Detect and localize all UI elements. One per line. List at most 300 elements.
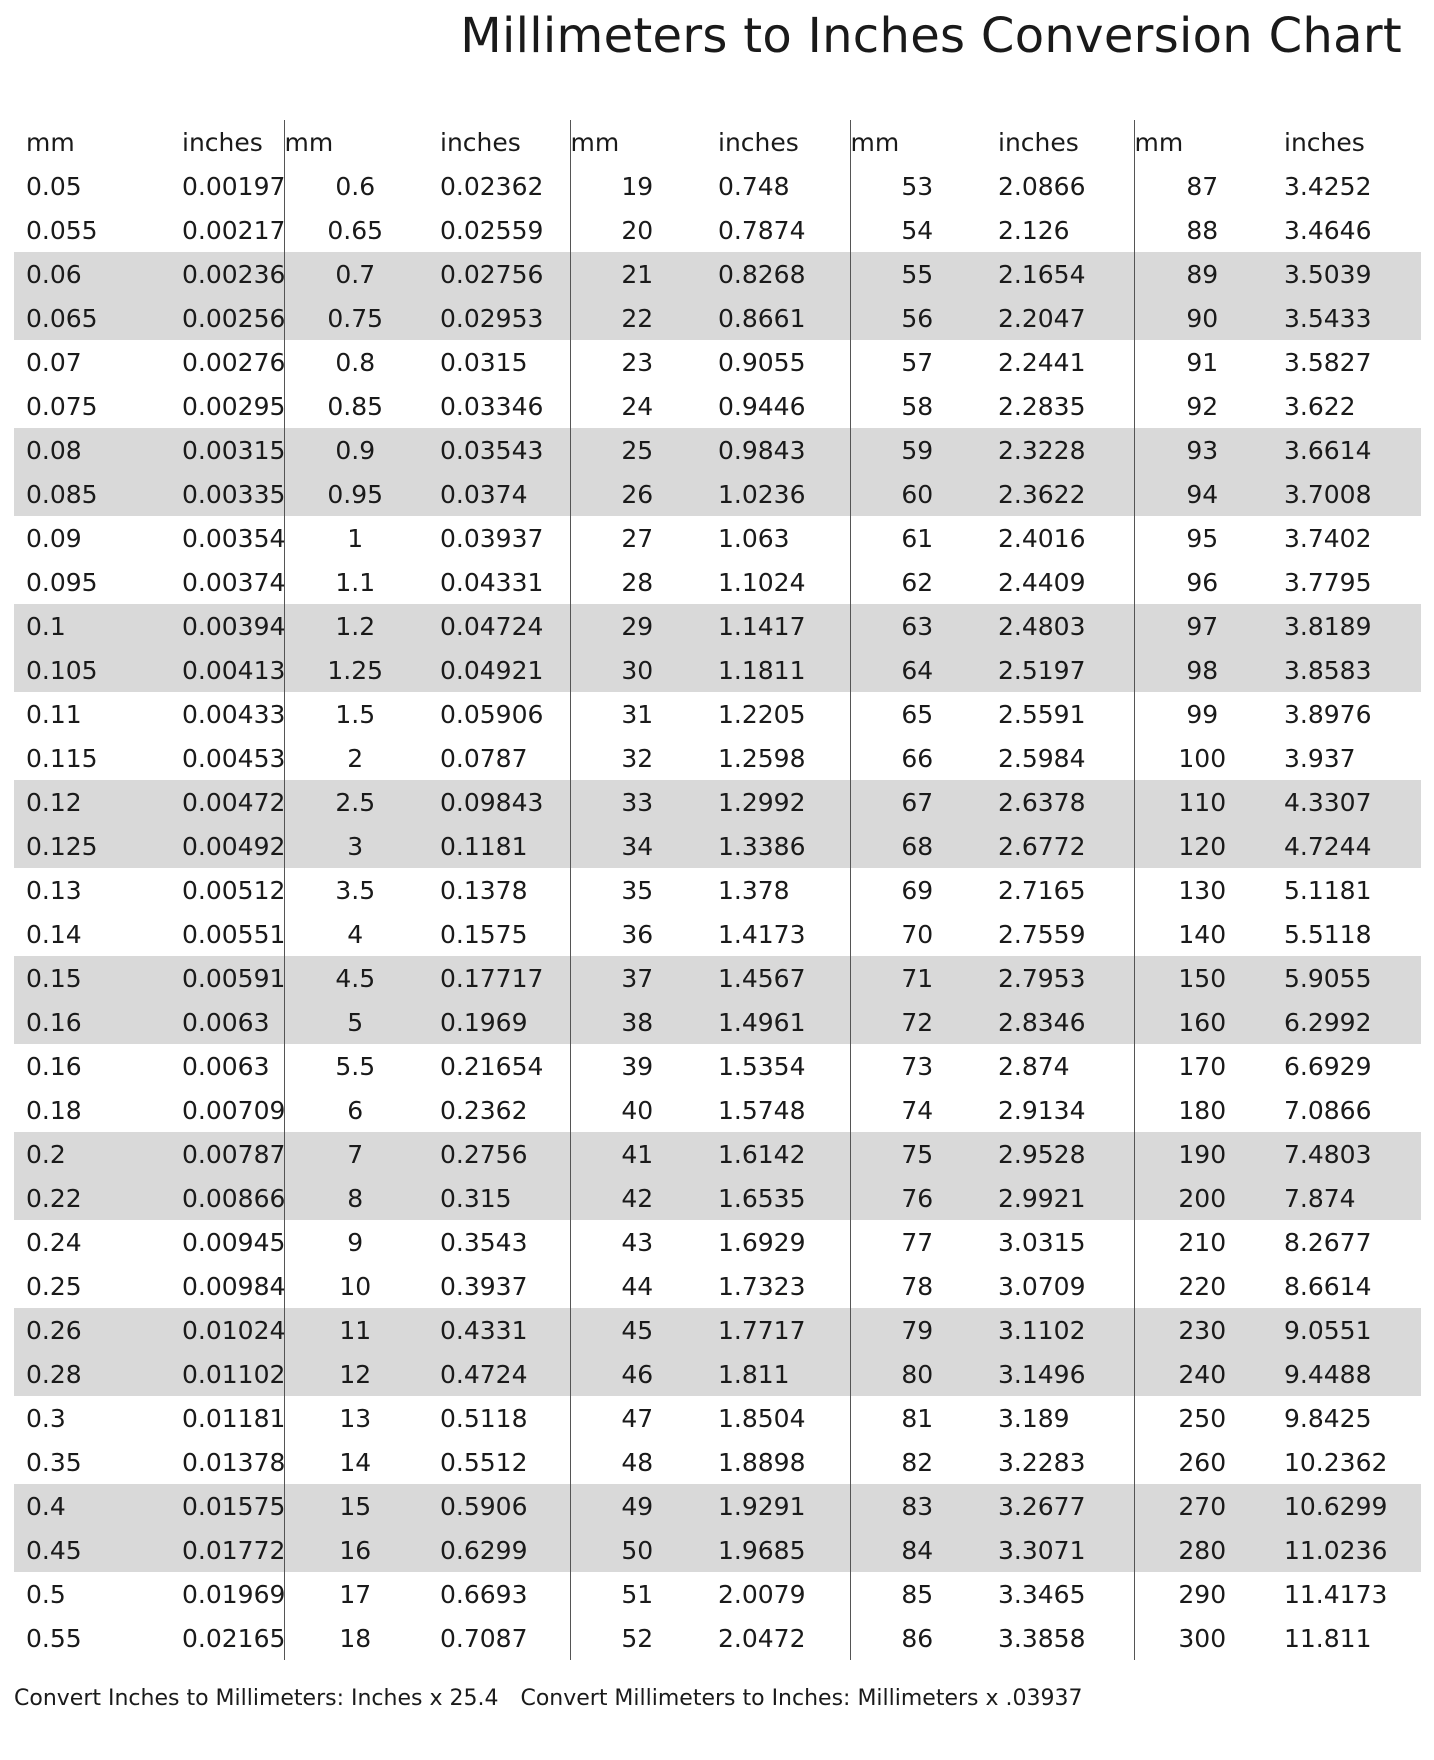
- inches-value-cell: 0.01378: [148, 1440, 284, 1484]
- inches-value-cell: 1.6142: [704, 1132, 850, 1176]
- mm-value-cell: 1.5: [335, 699, 376, 729]
- mm-value-cell: 75: [850, 1132, 984, 1176]
- inches-value-cell: 0.09843: [426, 780, 570, 824]
- inches-value-cell: 1.4567: [704, 956, 850, 1000]
- inches-value-cell: 7.874: [1270, 1176, 1421, 1220]
- column-header-mm: mm: [1134, 127, 1184, 157]
- inches-value-cell: 11.4173: [1284, 1579, 1388, 1609]
- inches-value-cell: 8.2677: [1284, 1227, 1372, 1257]
- inches-value-cell: 2.874: [984, 1044, 1134, 1088]
- mm-value-cell: 42: [570, 1176, 704, 1220]
- mm-value-cell: 73: [901, 1051, 934, 1081]
- mm-value-cell: 0.06: [14, 252, 148, 296]
- mm-value-cell: 83: [850, 1484, 984, 1528]
- column-header-inches: inches: [426, 120, 570, 164]
- mm-value-cell: 1.25: [284, 648, 426, 692]
- inches-value-cell: 0.02756: [426, 252, 570, 296]
- mm-value-cell: 11: [284, 1308, 426, 1352]
- inches-value-cell: 0.4331: [426, 1308, 570, 1352]
- inches-value-cell: 0.00453: [148, 736, 284, 780]
- inches-value-cell: 0.00295: [148, 384, 284, 428]
- mm-value-cell: 62: [901, 567, 934, 597]
- inches-value-cell: 2.6772: [984, 824, 1134, 868]
- inches-value-cell: 1.1417: [704, 604, 850, 648]
- inches-value-cell: 3.1102: [984, 1308, 1134, 1352]
- table-row: [14, 296, 1421, 340]
- inches-value-cell: 2.9921: [984, 1176, 1134, 1220]
- mm-value-cell: 54: [901, 215, 934, 245]
- inches-value-cell: 0.00551: [148, 912, 284, 956]
- inches-value-cell: 3.5827: [1284, 347, 1372, 377]
- inches-value-cell: 5.9055: [1270, 956, 1421, 1000]
- table-row: [14, 252, 1421, 296]
- mm-value-cell: 29: [570, 604, 704, 648]
- mm-value-cell: 0.95: [284, 472, 426, 516]
- mm-value-cell: 1.2: [284, 604, 426, 648]
- inches-value-cell: 3.4646: [1284, 215, 1372, 245]
- mm-value-cell: 60: [850, 472, 984, 516]
- mm-value-cell: 0.3: [26, 1403, 66, 1433]
- inches-value-cell: 2.3228: [984, 428, 1134, 472]
- inches-value-cell: 0.00512: [148, 868, 284, 912]
- mm-value-cell: 51: [621, 1579, 654, 1609]
- mm-value-cell: 280: [1134, 1528, 1270, 1572]
- inches-value-cell: 0.00394: [148, 604, 284, 648]
- column-header-mm: mm: [570, 127, 620, 157]
- table-row: [14, 1484, 1421, 1528]
- mm-value-cell: 2: [347, 743, 364, 773]
- inches-value-cell: 1.2205: [704, 692, 850, 736]
- inches-value-cell: 0.00256: [148, 296, 284, 340]
- table-row: [14, 1000, 1421, 1044]
- mm-value-cell: 0.4: [14, 1484, 148, 1528]
- inches-value-cell: 0.9055: [704, 340, 850, 384]
- inches-value-cell: 0.5512: [426, 1440, 570, 1484]
- mm-value-cell: 230: [1134, 1308, 1270, 1352]
- mm-value-cell: 1: [347, 523, 364, 553]
- mm-value-cell: 0.28: [14, 1352, 148, 1396]
- inches-value-cell: 0.0374: [426, 472, 570, 516]
- inches-value-cell: 0.01181: [148, 1396, 284, 1440]
- table-row: [14, 1088, 1421, 1132]
- inches-value-cell: 0.02559: [426, 208, 570, 252]
- mm-value-cell: 5.5: [335, 1051, 376, 1081]
- inches-value-cell: 3.2677: [984, 1484, 1134, 1528]
- table-row: [14, 1440, 1421, 1484]
- inches-value-cell: 0.03346: [426, 384, 570, 428]
- inches-value-cell: 2.5591: [984, 692, 1134, 736]
- mm-value-cell: 32: [621, 743, 654, 773]
- mm-value-cell: 48: [621, 1447, 654, 1477]
- inches-value-cell: 2.9528: [984, 1132, 1134, 1176]
- mm-value-cell: 290: [1178, 1579, 1227, 1609]
- inches-value-cell: 4.3307: [1270, 780, 1421, 824]
- inches-value-cell: 3.3071: [984, 1528, 1134, 1572]
- mm-value-cell: 1.1: [335, 567, 376, 597]
- inches-value-cell: 0.21654: [426, 1044, 570, 1088]
- mm-value-cell: 20: [621, 215, 654, 245]
- mm-value-cell: 31: [621, 699, 654, 729]
- inches-value-cell: 3.4252: [1284, 171, 1372, 201]
- inches-value-cell: 0.0315: [426, 340, 570, 384]
- mm-value-cell: 0.6: [335, 171, 376, 201]
- mm-value-cell: 0.085: [14, 472, 148, 516]
- mm-value-cell: 22: [570, 296, 704, 340]
- inches-value-cell: 0.03937: [426, 516, 570, 560]
- table-row: [14, 1044, 1421, 1088]
- inches-value-cell: 0.00433: [148, 692, 284, 736]
- inches-value-cell: 10.6299: [1270, 1484, 1421, 1528]
- mm-value-cell: 0.14: [26, 919, 82, 949]
- inches-value-cell: 2.6378: [984, 780, 1134, 824]
- mm-value-cell: 98: [1134, 648, 1270, 692]
- mm-value-cell: 58: [901, 391, 934, 421]
- table-body: [14, 164, 1421, 1660]
- inches-value-cell: 9.0551: [1270, 1308, 1421, 1352]
- mm-value-cell: 0.115: [26, 743, 98, 773]
- inches-value-cell: 0.00236: [148, 252, 284, 296]
- mm-value-cell: 79: [850, 1308, 984, 1352]
- inches-value-cell: 2.7559: [984, 912, 1134, 956]
- mm-value-cell: 3: [284, 824, 426, 868]
- mm-value-cell: 250: [1178, 1403, 1227, 1433]
- mm-value-cell: 59: [850, 428, 984, 472]
- mm-value-cell: 0.05: [26, 171, 82, 201]
- inches-value-cell: 0.6693: [426, 1572, 570, 1616]
- inches-value-cell: 0.00492: [148, 824, 284, 868]
- mm-value-cell: 49: [570, 1484, 704, 1528]
- mm-value-cell: 0.075: [26, 391, 98, 421]
- mm-value-cell: 0.055: [26, 215, 98, 245]
- mm-value-cell: 190: [1134, 1132, 1270, 1176]
- mm-value-cell: 27: [621, 523, 654, 553]
- mm-value-cell: 56: [850, 296, 984, 340]
- mm-value-cell: 41: [570, 1132, 704, 1176]
- inches-value-cell: 2.3622: [984, 472, 1134, 516]
- mm-value-cell: 24: [621, 391, 654, 421]
- mm-value-cell: 23: [621, 347, 654, 377]
- column-header-mm: mm: [284, 127, 334, 157]
- inches-value-cell: 1.9685: [704, 1528, 850, 1572]
- inches-value-cell: 0.00945: [148, 1220, 284, 1264]
- table-row: [14, 1132, 1421, 1176]
- mm-value-cell: 26: [570, 472, 704, 516]
- table-row: [14, 648, 1421, 692]
- mm-value-cell: 0.125: [14, 824, 148, 868]
- mm-value-cell: 0.8: [335, 347, 376, 377]
- mm-value-cell: 64: [850, 648, 984, 692]
- mm-value-cell: 16: [284, 1528, 426, 1572]
- inches-value-cell: 8.6614: [1284, 1271, 1372, 1301]
- inches-value-cell: 5.5118: [1284, 919, 1372, 949]
- mm-value-cell: 220: [1178, 1271, 1227, 1301]
- inches-value-cell: 2.7165: [984, 868, 1134, 912]
- inches-value-cell: 3.3465: [984, 1572, 1134, 1616]
- mm-value-cell: 97: [1134, 604, 1270, 648]
- inches-value-cell: 0.00866: [148, 1176, 284, 1220]
- mm-value-cell: 0.095: [26, 567, 98, 597]
- table-row: [14, 868, 1421, 912]
- mm-value-cell: 13: [339, 1403, 372, 1433]
- inches-value-cell: 3.5433: [1270, 296, 1421, 340]
- inches-value-cell: 0.2756: [426, 1132, 570, 1176]
- table-row: [14, 384, 1421, 428]
- mm-value-cell: 100: [1178, 743, 1227, 773]
- inches-value-cell: 2.5197: [984, 648, 1134, 692]
- inches-value-cell: 1.5748: [704, 1088, 850, 1132]
- mm-value-cell: 300: [1178, 1623, 1227, 1653]
- conversion-table-container: [14, 120, 1421, 1660]
- inches-value-cell: 0.02362: [426, 164, 570, 208]
- mm-value-cell: 4: [347, 919, 364, 949]
- column-header-mm: mm: [850, 127, 900, 157]
- mm-value-cell: 12: [284, 1352, 426, 1396]
- inches-value-cell: 1.6929: [704, 1220, 850, 1264]
- header-row: [14, 120, 1421, 164]
- inches-value-cell: 2.4803: [984, 604, 1134, 648]
- inches-value-cell: 3.189: [984, 1396, 1134, 1440]
- mm-value-cell: 9: [347, 1227, 364, 1257]
- mm-value-cell: 81: [901, 1403, 934, 1433]
- mm-value-cell: 0.22: [14, 1176, 148, 1220]
- mm-value-cell: 61: [901, 523, 934, 553]
- table-row: [14, 692, 1421, 736]
- mm-value-cell: 74: [901, 1095, 934, 1125]
- mm-value-cell: 82: [901, 1447, 934, 1477]
- inches-value-cell: 0.04331: [426, 560, 570, 604]
- inches-value-cell: 1.2992: [704, 780, 850, 824]
- mm-value-cell: 0.7: [284, 252, 426, 296]
- inches-value-cell: 0.3543: [426, 1220, 570, 1264]
- inches-value-cell: 4.7244: [1270, 824, 1421, 868]
- mm-value-cell: 34: [570, 824, 704, 868]
- inches-value-cell: 0.0787: [426, 736, 570, 780]
- inches-value-cell: 0.01102: [148, 1352, 284, 1396]
- mm-value-cell: 55: [850, 252, 984, 296]
- inches-value-cell: 0.00335: [148, 472, 284, 516]
- mm-value-cell: 4.5: [284, 956, 426, 1000]
- column-header-inches: inches: [148, 120, 284, 164]
- mm-value-cell: 63: [850, 604, 984, 648]
- mm-value-cell: 87: [1186, 171, 1219, 201]
- inches-value-cell: 1.3386: [704, 824, 850, 868]
- mm-value-cell: 0.2: [14, 1132, 148, 1176]
- inches-value-cell: 0.00472: [148, 780, 284, 824]
- inches-value-cell: 3.7795: [1284, 567, 1372, 597]
- mm-value-cell: 0.13: [26, 875, 82, 905]
- inches-value-cell: 7.4803: [1270, 1132, 1421, 1176]
- inches-value-cell: 3.622: [1284, 391, 1356, 421]
- table-row: [14, 736, 1421, 780]
- mm-value-cell: 52: [621, 1623, 654, 1653]
- table-row: [14, 516, 1421, 560]
- mm-value-cell: 70: [901, 919, 934, 949]
- inches-value-cell: 2.2441: [984, 340, 1134, 384]
- mm-value-cell: 91: [1186, 347, 1219, 377]
- table-row: [14, 780, 1421, 824]
- mm-value-cell: 80: [850, 1352, 984, 1396]
- mm-value-cell: 50: [570, 1528, 704, 1572]
- mm-value-cell: 76: [850, 1176, 984, 1220]
- mm-value-cell: 37: [570, 956, 704, 1000]
- mm-value-cell: 35: [621, 875, 654, 905]
- inches-value-cell: 0.5906: [426, 1484, 570, 1528]
- mm-value-cell: 43: [621, 1227, 654, 1257]
- inches-value-cell: 0.1181: [426, 824, 570, 868]
- mm-value-cell: 39: [621, 1051, 654, 1081]
- inches-value-cell: 2.0472: [704, 1616, 850, 1660]
- mm-value-cell: 180: [1178, 1095, 1227, 1125]
- inches-value-cell: 2.0079: [704, 1572, 850, 1616]
- inches-value-cell: 0.2362: [426, 1088, 570, 1132]
- inches-value-cell: 0.01575: [148, 1484, 284, 1528]
- inches-value-cell: 11.811: [1284, 1623, 1372, 1653]
- table-row: [14, 472, 1421, 516]
- inches-value-cell: 3.8189: [1270, 604, 1421, 648]
- mm-value-cell: 0.16: [26, 1051, 82, 1081]
- inches-value-cell: 2.2835: [984, 384, 1134, 428]
- inches-value-cell: 0.315: [426, 1176, 570, 1220]
- mm-value-cell: 0.09: [26, 523, 82, 553]
- inches-value-cell: 3.937: [1284, 743, 1356, 773]
- mm-value-cell: 38: [570, 1000, 704, 1044]
- table-row: [14, 1572, 1421, 1616]
- inches-value-cell: 10.2362: [1284, 1447, 1388, 1477]
- inches-value-cell: 1.1024: [704, 560, 850, 604]
- mm-value-cell: 140: [1178, 919, 1227, 949]
- inches-value-cell: 0.8268: [704, 252, 850, 296]
- mm-value-cell: 40: [621, 1095, 654, 1125]
- mm-value-cell: 14: [339, 1447, 372, 1477]
- inches-value-cell: 1.378: [704, 868, 850, 912]
- mm-value-cell: 17: [339, 1579, 372, 1609]
- inches-value-cell: 0.00315: [148, 428, 284, 472]
- inches-value-cell: 0.04921: [426, 648, 570, 692]
- mm-value-cell: 68: [850, 824, 984, 868]
- inches-value-cell: 0.01024: [148, 1308, 284, 1352]
- inches-value-cell: 1.8504: [704, 1396, 850, 1440]
- mm-value-cell: 30: [570, 648, 704, 692]
- mm-value-cell: 0.15: [14, 956, 148, 1000]
- inches-value-cell: 0.17717: [426, 956, 570, 1000]
- mm-value-cell: 69: [901, 875, 934, 905]
- mm-value-cell: 53: [901, 171, 934, 201]
- mm-value-cell: 120: [1134, 824, 1270, 868]
- table-row: [14, 1528, 1421, 1572]
- mm-value-cell: 33: [570, 780, 704, 824]
- inches-value-cell: 0.5118: [426, 1396, 570, 1440]
- inches-value-cell: 7.0866: [1284, 1095, 1372, 1125]
- inches-value-cell: 0.00354: [148, 516, 284, 560]
- mm-value-cell: 150: [1134, 956, 1270, 1000]
- table-row: [14, 208, 1421, 252]
- inches-value-cell: 0.7087: [426, 1616, 570, 1660]
- inches-value-cell: 0.8661: [704, 296, 850, 340]
- mm-value-cell: 46: [570, 1352, 704, 1396]
- mm-to-inches-formula: Convert Millimeters to Inches: Millimeters x .03937: [520, 1686, 1083, 1711]
- page-title: Millimeters to Inches Conversion Chart: [460, 8, 1402, 64]
- mm-value-cell: 0.105: [14, 648, 148, 692]
- mm-value-cell: 240: [1134, 1352, 1270, 1396]
- column-header-inches: inches: [1284, 127, 1365, 157]
- inches-value-cell: 1.8898: [704, 1440, 850, 1484]
- mm-value-cell: 0.12: [14, 780, 148, 824]
- table-row: [14, 560, 1421, 604]
- mm-value-cell: 0.16: [14, 1000, 148, 1044]
- inches-value-cell: 3.0315: [984, 1220, 1134, 1264]
- inches-value-cell: 0.02953: [426, 296, 570, 340]
- inches-value-cell: 5.1181: [1284, 875, 1372, 905]
- inches-value-cell: 2.0866: [984, 164, 1134, 208]
- inches-value-cell: 0.3937: [426, 1264, 570, 1308]
- mm-value-cell: 0.07: [26, 347, 82, 377]
- mm-value-cell: 90: [1134, 296, 1270, 340]
- inches-value-cell: 1.1811: [704, 648, 850, 692]
- inches-value-cell: 2.4016: [984, 516, 1134, 560]
- inches-value-cell: 2.2047: [984, 296, 1134, 340]
- mm-value-cell: 25: [570, 428, 704, 472]
- mm-value-cell: 77: [901, 1227, 934, 1257]
- mm-value-cell: 6: [347, 1095, 364, 1125]
- mm-value-cell: 65: [901, 699, 934, 729]
- inches-value-cell: 0.9843: [704, 428, 850, 472]
- mm-value-cell: 7: [284, 1132, 426, 1176]
- inches-value-cell: 3.7402: [1284, 523, 1372, 553]
- mm-value-cell: 92: [1186, 391, 1219, 421]
- mm-value-cell: 89: [1134, 252, 1270, 296]
- inches-value-cell: 0.00217: [148, 208, 284, 252]
- table-row: [14, 1616, 1421, 1660]
- table-row: [14, 1308, 1421, 1352]
- inches-value-cell: 2.1654: [984, 252, 1134, 296]
- inches-value-cell: 0.6299: [426, 1528, 570, 1572]
- inches-value-cell: 0.9446: [704, 384, 850, 428]
- mm-value-cell: 0.08: [14, 428, 148, 472]
- inches-value-cell: 9.4488: [1270, 1352, 1421, 1396]
- mm-value-cell: 78: [901, 1271, 934, 1301]
- inches-value-cell: 0.04724: [426, 604, 570, 648]
- mm-value-cell: 0.18: [26, 1095, 82, 1125]
- mm-value-cell: 0.85: [327, 391, 384, 421]
- mm-value-cell: 270: [1134, 1484, 1270, 1528]
- inches-value-cell: 2.7953: [984, 956, 1134, 1000]
- mm-value-cell: 36: [621, 919, 654, 949]
- inches-value-cell: 0.1969: [426, 1000, 570, 1044]
- inches-value-cell: 0.0063: [148, 1044, 284, 1088]
- mm-value-cell: 0.5: [26, 1579, 66, 1609]
- mm-value-cell: 3.5: [335, 875, 376, 905]
- inches-to-mm-formula: Convert Inches to Millimeters: Inches x 25.4: [14, 1686, 499, 1711]
- mm-value-cell: 99: [1186, 699, 1219, 729]
- inches-value-cell: 1.4173: [704, 912, 850, 956]
- inches-value-cell: 0.00374: [148, 560, 284, 604]
- mm-value-cell: 18: [339, 1623, 372, 1653]
- mm-value-cell: 0.45: [14, 1528, 148, 1572]
- inches-value-cell: 3.3858: [984, 1616, 1134, 1660]
- inches-value-cell: 3.7008: [1270, 472, 1421, 516]
- inches-value-cell: 0.03543: [426, 428, 570, 472]
- mm-value-cell: 15: [284, 1484, 426, 1528]
- mm-value-cell: 57: [901, 347, 934, 377]
- mm-value-cell: 88: [1186, 215, 1219, 245]
- mm-value-cell: 0.11: [26, 699, 82, 729]
- inches-value-cell: 0.02165: [148, 1616, 284, 1660]
- inches-value-cell: 0.1575: [426, 912, 570, 956]
- mm-value-cell: 0.35: [26, 1447, 82, 1477]
- inches-value-cell: 1.063: [704, 516, 850, 560]
- inches-value-cell: 3.5039: [1270, 252, 1421, 296]
- inches-value-cell: 11.0236: [1270, 1528, 1421, 1572]
